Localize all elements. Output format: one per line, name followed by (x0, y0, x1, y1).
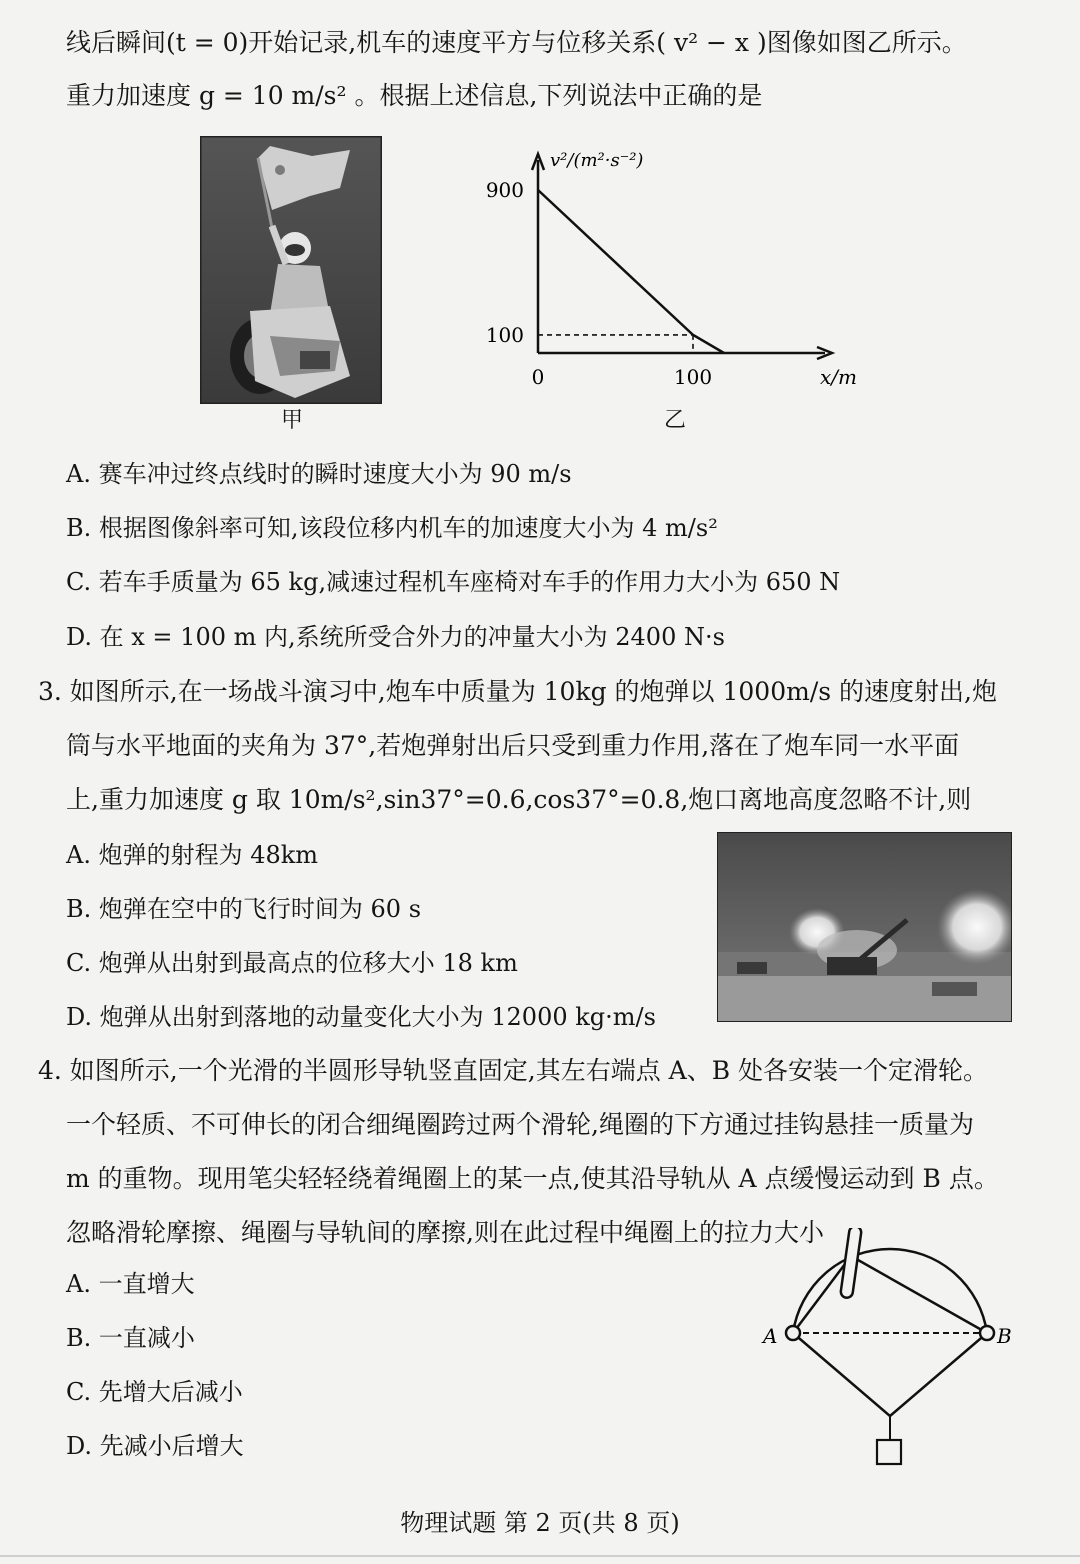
q3-option-c: C. 炮弹从出射到最高点的位移大小 18 km (66, 949, 518, 977)
x-axis-label: x/m (820, 365, 857, 389)
q4-stem-line-1: 4. 如图所示,一个光滑的半圆形导轨竖直固定,其左右端点 A、B 处各安装一个定滑轮。 (38, 1056, 989, 1085)
y-tick-label: 100 (485, 322, 524, 347)
q4-stem-line-2: 一个轻质、不可伸长的闭合细绳圈跨过两个滑轮,绳圈的下方通过挂钩悬挂一质量为 (66, 1110, 974, 1139)
q2-option-c: C. 若车手质量为 65 kg,减速过程机车座椅对车手的作用力大小为 650 N (66, 568, 841, 596)
weight-block (877, 1440, 901, 1464)
v2-x-chart (480, 140, 880, 390)
rope-pen-to-b (851, 1256, 987, 1333)
artillery-photo (717, 832, 1012, 1022)
q3-stem-line-3: 上,重力加速度 g 取 10m/s²,sin37°=0.6,cos37°=0.8,炮口离地高度忽略不计,则 (66, 785, 972, 814)
y-tick-label: 900 (485, 178, 524, 202)
q3-stem-line-1: 3. 如图所示,在一场战斗演习中,炮车中质量为 10kg 的炮弹以 1000m/s 的速度射出,炮 (38, 677, 997, 706)
rope-b-to-hook (890, 1333, 987, 1416)
x-tick-label: 0 (531, 365, 545, 389)
q4-option-a: A. 一直增大 (66, 1270, 195, 1298)
q3-option-a: A. 炮弹的射程为 48km (66, 841, 319, 869)
artillery-photo-image (717, 832, 1012, 1022)
semicircle-rail-diagram (755, 1228, 1015, 1468)
label-a: A (763, 1324, 778, 1348)
q4-stem-line-4: 忽略滑轮摩擦、绳圈与导轨间的摩擦,则在此过程中绳圈上的拉力大小 (66, 1218, 824, 1247)
q4-stem-line-3: m 的重物。现用笔尖轻轻绕着绳圈上的某一点,使其沿导轨从 A 点缓慢运动到 B 点。 (66, 1164, 999, 1193)
q3-stem-line-2: 筒与水平地面的夹角为 37°,若炮弹射出后只受到重力作用,落在了炮车同一水平面 (66, 731, 960, 760)
pen-icon (840, 1228, 862, 1298)
q3-option-b: B. 炮弹在空中的飞行时间为 60 s (66, 895, 422, 923)
intro-line-1: 线后瞬间(t = 0)开始记录,机车的速度平方与位移关系( v² − x )图像如图乙所示。 (66, 28, 967, 57)
chart-axes (532, 154, 832, 359)
q3-option-d: D. 炮弹从出射到落地的动量变化大小为 12000 kg·m/s (66, 1003, 656, 1031)
page-footer: 物理试题 第 2 页(共 8 页) (400, 1509, 680, 1537)
y-axis-label: v²/(m²·s⁻²) (550, 150, 644, 171)
caption-right: 乙 (664, 408, 687, 433)
pulley-a (786, 1326, 800, 1340)
motorcycle-photo (200, 136, 382, 404)
series-line (538, 190, 724, 353)
q2-option-d: D. 在 x = 100 m 内,系统所受合外力的冲量大小为 2400 N·s (66, 623, 725, 651)
x-tick-label: 100 (673, 365, 713, 389)
q4-option-d: D. 先减小后增大 (66, 1432, 244, 1460)
label-b: B (997, 1324, 1012, 1348)
semicircle-rail (793, 1249, 987, 1333)
q4-option-b: B. 一直减小 (66, 1324, 195, 1352)
q2-option-a: A. 赛车冲过终点线时的瞬时速度大小为 90 m/s (66, 460, 572, 488)
rope-a-to-hook (793, 1333, 890, 1416)
chart-marks (538, 190, 724, 353)
q4-option-c: C. 先增大后减小 (66, 1378, 243, 1406)
q2-option-b: B. 根据图像斜率可知,该段位移内机车的加速度大小为 4 m/s² (66, 514, 718, 542)
pulley-b (980, 1326, 994, 1340)
motorcycle-photo-image (200, 136, 382, 404)
caption-left: 甲 (281, 408, 304, 433)
intro-line-2: 重力加速度 g = 10 m/s² 。根据上述信息,下列说法中正确的是 (66, 81, 763, 110)
bottom-rule (0, 1555, 1080, 1557)
